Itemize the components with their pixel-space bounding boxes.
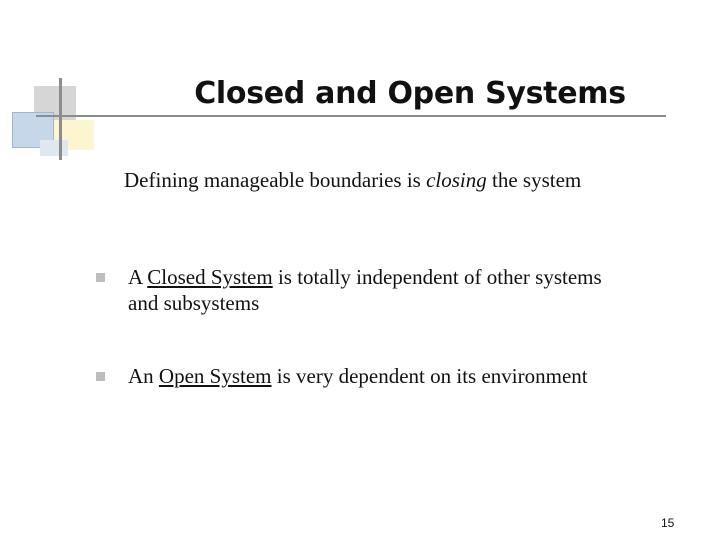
bullet-text-before: An <box>128 364 159 388</box>
bullet-text <box>128 363 703 389</box>
page-number: 15 <box>661 516 675 530</box>
decorative-vertical-rule <box>59 78 62 160</box>
bullet-term: Closed System <box>147 265 273 289</box>
subtitle-emphasis: closing <box>426 168 487 192</box>
slide-subtitle <box>124 168 581 193</box>
decorative-square-light-blue <box>40 140 68 156</box>
slide-title: Closed and Open Systems <box>194 76 626 111</box>
square-bullet-icon <box>96 273 105 282</box>
bullet-text-before: A <box>128 265 148 289</box>
bullet-text <box>128 264 703 316</box>
subtitle-text-before: Defining manageable boundaries is <box>124 168 427 192</box>
subtitle-text-after: the system <box>486 168 582 192</box>
square-bullet-icon <box>96 372 105 381</box>
bullet-text-after: is totally independent of other systems <box>272 265 602 289</box>
bullet-text-continuation: and subsystems <box>128 291 260 315</box>
bullet-text-after: is very dependent on its environment <box>271 364 588 388</box>
bullet-term: Open System <box>158 364 272 388</box>
title-underline-rule <box>36 115 666 117</box>
